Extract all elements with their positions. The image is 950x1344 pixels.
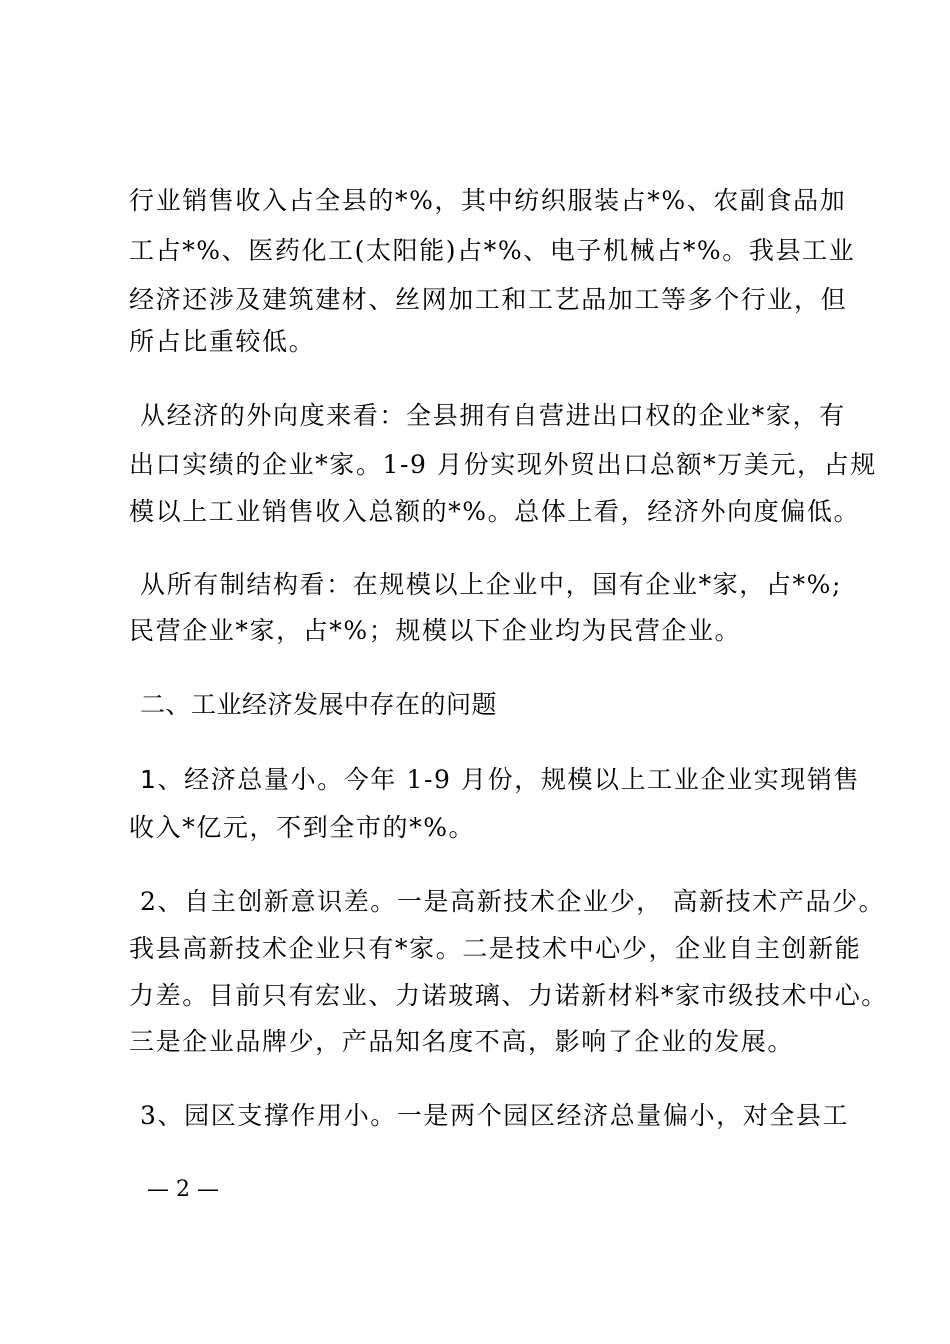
item2-line-2: 我县高新技术企业只有*家。二是技术中心少，企业自主创新能 xyxy=(129,934,862,963)
page-number: — 2 — xyxy=(147,1177,219,1202)
section-heading: 二、工业经济发展中存在的问题 xyxy=(140,690,498,719)
paragraph1-line-3: 经济还涉及建筑建材、丝网加工和工艺品加工等多个行业，但 xyxy=(129,285,848,314)
paragraph3-line-2: 民营企业*家，占*%；规模以下企业均为民营企业。 xyxy=(129,616,742,645)
item2-line-3: 力差。目前只有宏业、力诺玻璃、力诺新材料*家市级技术中心。 xyxy=(129,981,888,1010)
paragraph2-line-2: 出口实绩的企业*家。1-9 月份实现外贸出口总额*万美元，占规 xyxy=(129,450,877,479)
item1-lead: 1、经济总量小 xyxy=(140,765,318,794)
paragraph2-line-3: 模以上工业销售收入总额的*%。总体上看，经济外向度偏低。 xyxy=(129,497,861,526)
paragraph1-line-4: 所占比重较低。 xyxy=(129,327,316,356)
paragraph3-line-1: 从所有制结构看：在规模以上企业中，国有企业*家，占*%; xyxy=(140,570,842,599)
item2-line-4: 三是企业品牌少，产品知名度不高，影响了企业的发展。 xyxy=(129,1027,795,1056)
item1-line-2: 收入*亿元，不到全市的*%。 xyxy=(129,813,476,842)
item1-line-1 xyxy=(140,765,860,795)
paragraph1-line-1: 行业销售收入占全县的*%，其中纺织服装占*%、农副食品加 xyxy=(129,186,847,215)
item2-line-1: 2、自主创新意识差。一是高新技术企业少， 高新技术产品少。 xyxy=(140,887,886,916)
paragraph2-line-1: 从经济的外向度来看：全县拥有自营进出口权的企业*家，有 xyxy=(140,401,846,430)
paragraph1-line-2: 工占*%、医药化工(太阳能)占*%、电子机械占*%。我县工业 xyxy=(129,236,856,265)
item3-line-1: 3、园区支撑作用小。一是两个园区经济总量偏小，对全县工 xyxy=(140,1101,850,1130)
item1-rest: 。今年 1-9 月份，规模以上工业企业实现销售 xyxy=(317,765,861,794)
